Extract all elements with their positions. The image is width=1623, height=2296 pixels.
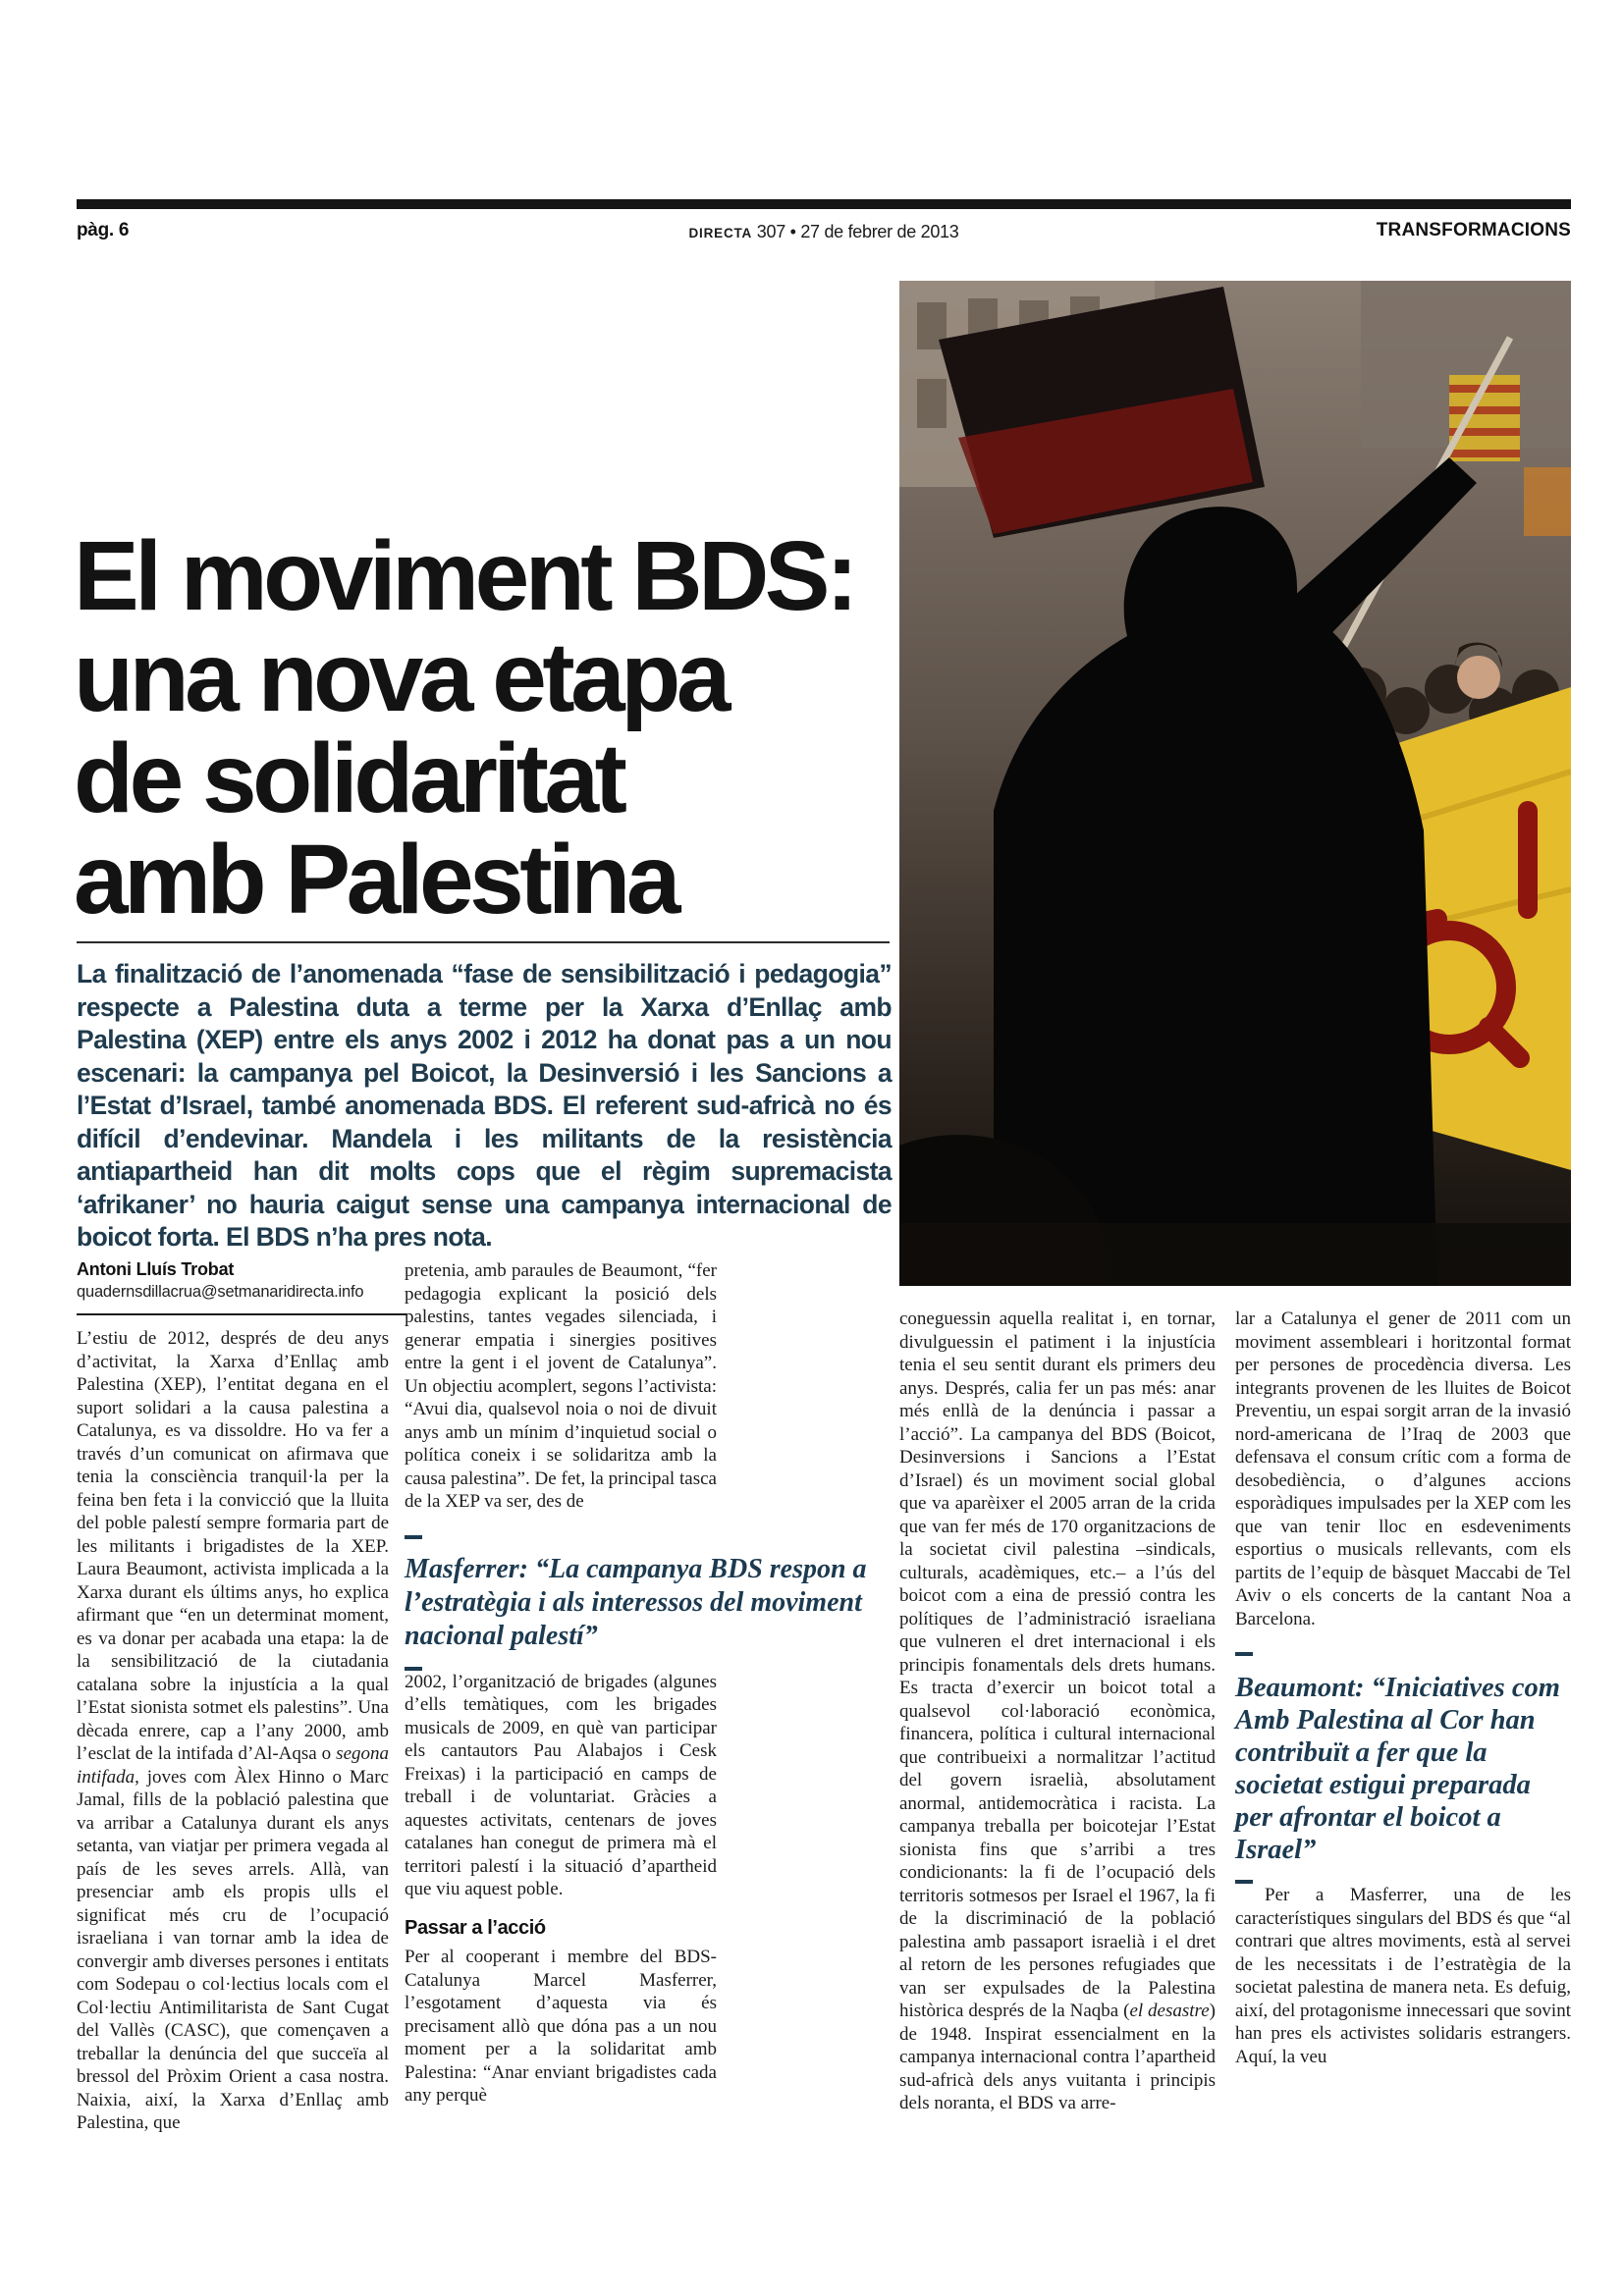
header-rule-bar [77,199,1571,209]
col1-italic: segona intifada [77,1743,389,1788]
masthead-brand: DIRECTA [688,226,753,240]
orange-flag [1524,467,1571,536]
subhead-passar-a-laccio: Passar a l’acció [405,1916,546,1939]
protest-photo [899,281,1571,1286]
article-headline [74,521,898,934]
col1-text-b: , joves com Àlex Hinno o Marc Jamal, fills de la població palestina que va arribar a Catalunya durant els anys setanta, van viatjar per primera vegada al país de les seves arrels. Allà, van presenciar amb els propis ulls el significat més cru de l’ocupació israeliana i van tornar amb la idea de convergir amb diverses persones i entitats com Sodepau o col·lectius locals com el Col·lectiu Antimilitarista de Sant Cugat del Vallès (CASC), que començaven a treballar la denúncia del que succeïa al bressol del Pròxim Orient a casa nostra. Naixia, així, la Xarxa d’Enllaç amb Palestina, que [77,1766,389,2133]
paragraph: pretenia, amb paraules de Beaumont, “fer pedagogia explicant la posició dels palestins, tantes vegades silenciada, i generar empatia i sinergies positives entre la gent i el jovent de Catalunya”. Un objectiu acomplert, segons l’activista: “Avui dia, qualsevol noia o noi de divuit anys amb un mínim d’inquietud social o política coneix i se solidaritza amb la causa palestina”. De fet, la principal tasca de la XEP va ser, des de [405,1260,717,1512]
headline-line-3: de solidaritat [74,723,623,833]
paragraph [77,1327,389,2135]
byline-block [77,1259,406,1315]
paragraph: 2002, l’organització de brigades (algunes d’ells temàtiques, com les brigades musicals de 2009, en què van participar els cantautors Pau Alabajos i Cesk Freixas) i la participació en camps de treball i de voluntariat. Gràcies a aquestes activitats, centenars de joves catalanes han conegut de primera mà el territori palestí i la situació d’apartheid que viu aquest poble. [405,1671,717,1899]
pull-quote-beaumont: Beaumont: “Iniciatives com Amb Palestina al Cor han contribuït a fer que la societat estigui preparada per afrontar el boicot a Israel” [1235,1673,1560,1865]
headline-line-2: una nova etapa [74,622,727,732]
lead-paragraph: La finalització de l’anomenada “fase de sensibilització i pedagogia” respecte a Palestina duta a terme per la Xarxa d’Enllaç amb Palestina (XEP) entre els anys 2002 i 2012 ha donat pas a un nou escenari: la campanya pel Boicot, la Desinversió i les Sancions a l’Estat d’Israel, també anomenada BDS. El referent sud-africà no és difícil d’endevinar. Mandela i les militants de la resistència antiapartheid han dit molts cops que el règim supremacista ‘afrikaner’ no hauria caigut sense una campanya internacional de boicot forta. El BDS n’ha pres nota. [77,959,892,1252]
page-header [77,220,1571,249]
section-title: TRANSFORMACIONS [1376,220,1571,240]
paragraph: Per a Masferrer, una de les característiques singulars del BDS és que “al contrari que altres moviments, està al servei de les necessitats i de l’estratègia de la societat palestina de manera neta. Es defuig, així, del protagonisme innecessari que sovint han pres els activistes solidaris estrangers. Aquí, la veu [1235,1885,1571,2067]
paragraph: Per al cooperant i membre del BDS-Catalunya Marcel Masferrer, l’esgotament d’aquesta via és precisament allò que dóna pas a un nou moment per a la solidaritat amb Palestina: “Anar enviant brigadistes cada any perquè [405,1947,717,2106]
headline-line-1: El moviment BDS: [74,521,854,631]
col3-text-b: ) de 1948. Inspirat essencialment en la campanya internacional contra l’apartheid sud-africà dels anys vuitanta i principis dels noranta, el BDS va arre- [899,2001,1216,2113]
protester-face [1457,656,1500,699]
quote-dash-top [1235,1652,1253,1656]
body-column-1 [77,1327,389,2135]
pull-quote-masferrer: Masferrer: “La campanya BDS respon a l’estratègia i als interessos del moviment nacional palestí” [405,1553,867,1651]
protest-photo-art [899,281,1571,1286]
quote-dash-top [405,1535,422,1539]
author-name: Antoni Lluís Trobat [77,1259,235,1279]
body-column-2 [405,1259,867,2108]
body-column-4 [1235,1308,1571,2068]
paragraph: lar a Catalunya el gener de 2011 com un moviment assembleari i horitzontal format per persones de procedència diversa. Les integrants provenen de les lluites de Boicot Preventiu, un espai sorgit arran de la invasió nord-americana de l’Iraq de 2003 que defensava el consum crític com a forma de desobediència, o d’algunes accions esporàdiques impulsades per la XEP com les que van tenir lloc en esdeveniments esportius o musicals rellevants, com els partits de l’equip de bàsquet Maccabi de Tel Aviv o els concerts de la cantant Noa a Barcelona. [1235,1308,1571,1629]
page-number: pàg. 6 [77,220,130,240]
body-column-3 [899,1308,1216,2115]
photo-bottom-shadow [899,1223,1571,1286]
headline-divider [77,941,890,943]
col1-text-a: L’estiu de 2012, després de deu anys d’activitat, la Xarxa d’Enllaç amb Palestina (XEP), l’entitat degana en el suport solidari a la causa palestina a Catalunya, es va dissoldre. Ho va fer a través d’un comunicat on afirmava que tenia la consciència tranquil·la per la feina ben feta i la convicció que la lluita del poble palestí sempre formaria part de les militants i brigadistes de la XEP. Laura Beaumont, activista implicada a la Xarxa durant els últims anys, ho explica afirmant que “en un determinat moment, es va donar per acabada una etapa: la de la sensibilització de la ciutadania catalana sobre la injustícia a la qual l’Estat sionista sotmet els palestins”. Una dècada enrere, cap a l’any 2000, amb l’esclat de la intifada d’Al-Aqsa o [77,1328,389,1764]
issue-and-date: 307 • 27 de febrer de 2013 [752,222,959,241]
author-email: quadernsdillacrua@setmanaridirecta.info [77,1283,364,1301]
headline-line-4: amb Palestina [74,825,677,934]
paragraph [899,1308,1216,2115]
col3-italic: el desastre [1129,2001,1210,2021]
masthead-center [77,222,1571,242]
col3-text-a: coneguessin aquella realitat i, en tornar, divulguessin el patiment i la injustícia tenia el seu sentit durant els primers deu anys. Després, calia fer un pas més: anar més enllà de la denúncia i passar a l’acció”. La campanya del BDS (Boicot, Desinversions i Sancions a l’Estat d’Israel) és un moviment social global que va aparèixer el 2005 arran de la crida que van fer més de 170 organitzacions de la societat civil palestina –sindicals, culturals, acadèmiques, etc.– a l’ús del boicot com a eina de pressió contra les polítiques de l’administració israeliana que vulneren el dret internacional i els principis fonamentals dels drets humans. Es tracta d’exercir un boicot total a qualsevol col·laboració econòmica, financera, política i cultural internacional que contribueixi a normalitzar l’actitud del govern israelià, absolutament anormal, antidemocràtica i racista. La campanya treballa per boicotejar l’Estat sionista fins que s’arribi a tres condicionants: la fi de l’ocupació dels territoris sotmesos per Israel el 1967, la fi de la discriminació de la població palestina amb passaport israelià i el dret al retorn de les persones refugiades que van ser expulsades de la Palestina històrica després de la Naqba ( [899,1308,1216,2021]
